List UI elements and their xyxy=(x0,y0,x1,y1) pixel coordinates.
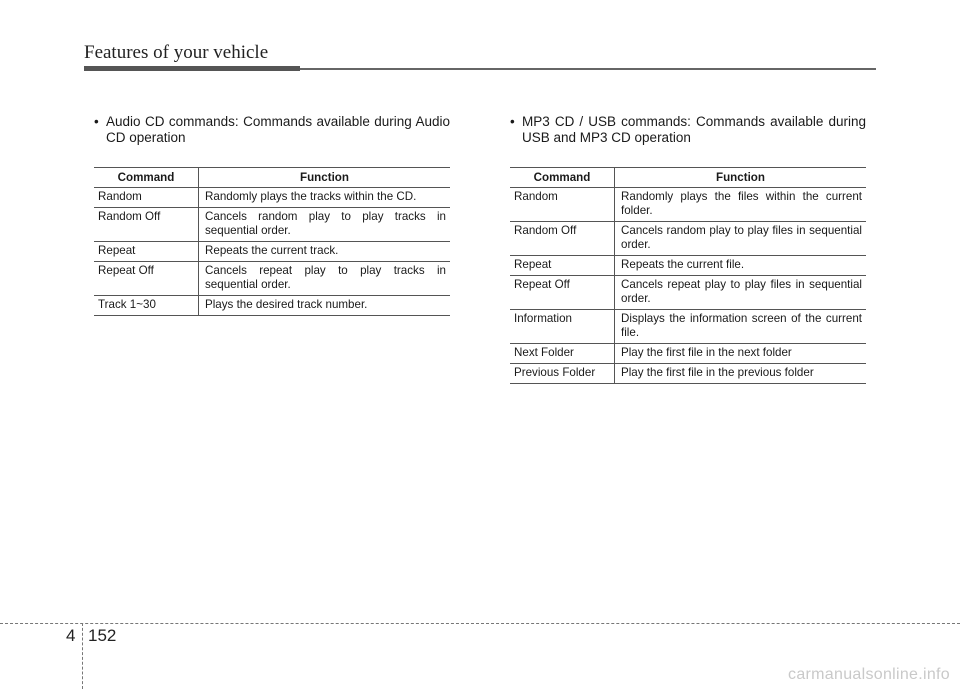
table-row xyxy=(510,310,866,344)
footer-divider xyxy=(0,623,960,624)
audio-cd-commands-table xyxy=(94,167,450,316)
table-row xyxy=(94,296,450,316)
command-cell: Previous Folder xyxy=(510,364,615,384)
chapter-number: 4 xyxy=(66,626,76,645)
command-cell: Random Off xyxy=(510,222,615,256)
bullet: • xyxy=(94,114,99,129)
mp3-usb-intro xyxy=(504,114,866,146)
command-header: Command xyxy=(94,168,199,188)
function-cell: Randomly plays the tracks within the CD. xyxy=(199,188,451,208)
footer-vertical-divider xyxy=(82,623,83,689)
command-cell: Information xyxy=(510,310,615,344)
function-cell: Repeats the current file. xyxy=(615,256,867,276)
mp3-usb-commands-table xyxy=(510,167,866,384)
command-cell: Track 1~30 xyxy=(94,296,199,316)
command-cell: Repeat xyxy=(94,242,199,262)
function-cell: Cancels random play to play files in sequential order. xyxy=(615,222,867,256)
table-row xyxy=(94,262,450,296)
table-row xyxy=(510,256,866,276)
page-number: 152 xyxy=(88,626,117,645)
command-cell: Next Folder xyxy=(510,344,615,364)
right-column xyxy=(496,114,866,384)
table-row xyxy=(510,188,866,222)
table-row xyxy=(510,344,866,364)
table-row xyxy=(510,222,866,256)
bullet: • xyxy=(510,114,515,129)
command-cell: Random xyxy=(94,188,199,208)
table-row xyxy=(510,276,866,310)
function-cell: Cancels repeat play to play tracks in sequential order. xyxy=(199,262,451,296)
audio-cd-intro xyxy=(88,114,450,146)
command-cell: Repeat xyxy=(510,256,615,276)
table-header-row xyxy=(510,168,866,188)
left-column xyxy=(80,114,450,316)
command-cell: Random xyxy=(510,188,615,222)
function-cell: Plays the desired track number. xyxy=(199,296,451,316)
watermark: carmanualsonline.info xyxy=(788,666,950,683)
table-row xyxy=(94,208,450,242)
function-cell: Displays the information screen of the current file. xyxy=(615,310,867,344)
table-row xyxy=(94,242,450,262)
function-cell: Cancels random play to play tracks in sequential order. xyxy=(199,208,451,242)
intro-text: MP3 CD / USB commands: Commands available during USB and MP3 CD operation xyxy=(522,114,866,145)
command-cell: Repeat Off xyxy=(510,276,615,310)
table-row xyxy=(510,364,866,384)
header-rule-thick xyxy=(84,66,300,71)
command-cell: Repeat Off xyxy=(94,262,199,296)
function-cell: Cancels repeat play to play files in sequential order. xyxy=(615,276,867,310)
function-cell: Play the first file in the previous folder xyxy=(615,364,867,384)
function-cell: Play the first file in the next folder xyxy=(615,344,867,364)
function-header: Function xyxy=(615,168,867,188)
header-rule-thin xyxy=(300,68,876,70)
page-header-title: Features of your vehicle xyxy=(84,42,269,63)
function-cell: Repeats the current track. xyxy=(199,242,451,262)
table-header-row xyxy=(94,168,450,188)
intro-text: Audio CD commands: Commands available during Audio CD operation xyxy=(106,114,450,145)
command-cell: Random Off xyxy=(94,208,199,242)
command-header: Command xyxy=(510,168,615,188)
function-header: Function xyxy=(199,168,451,188)
function-cell: Randomly plays the files within the current folder. xyxy=(615,188,867,222)
table-row xyxy=(94,188,450,208)
